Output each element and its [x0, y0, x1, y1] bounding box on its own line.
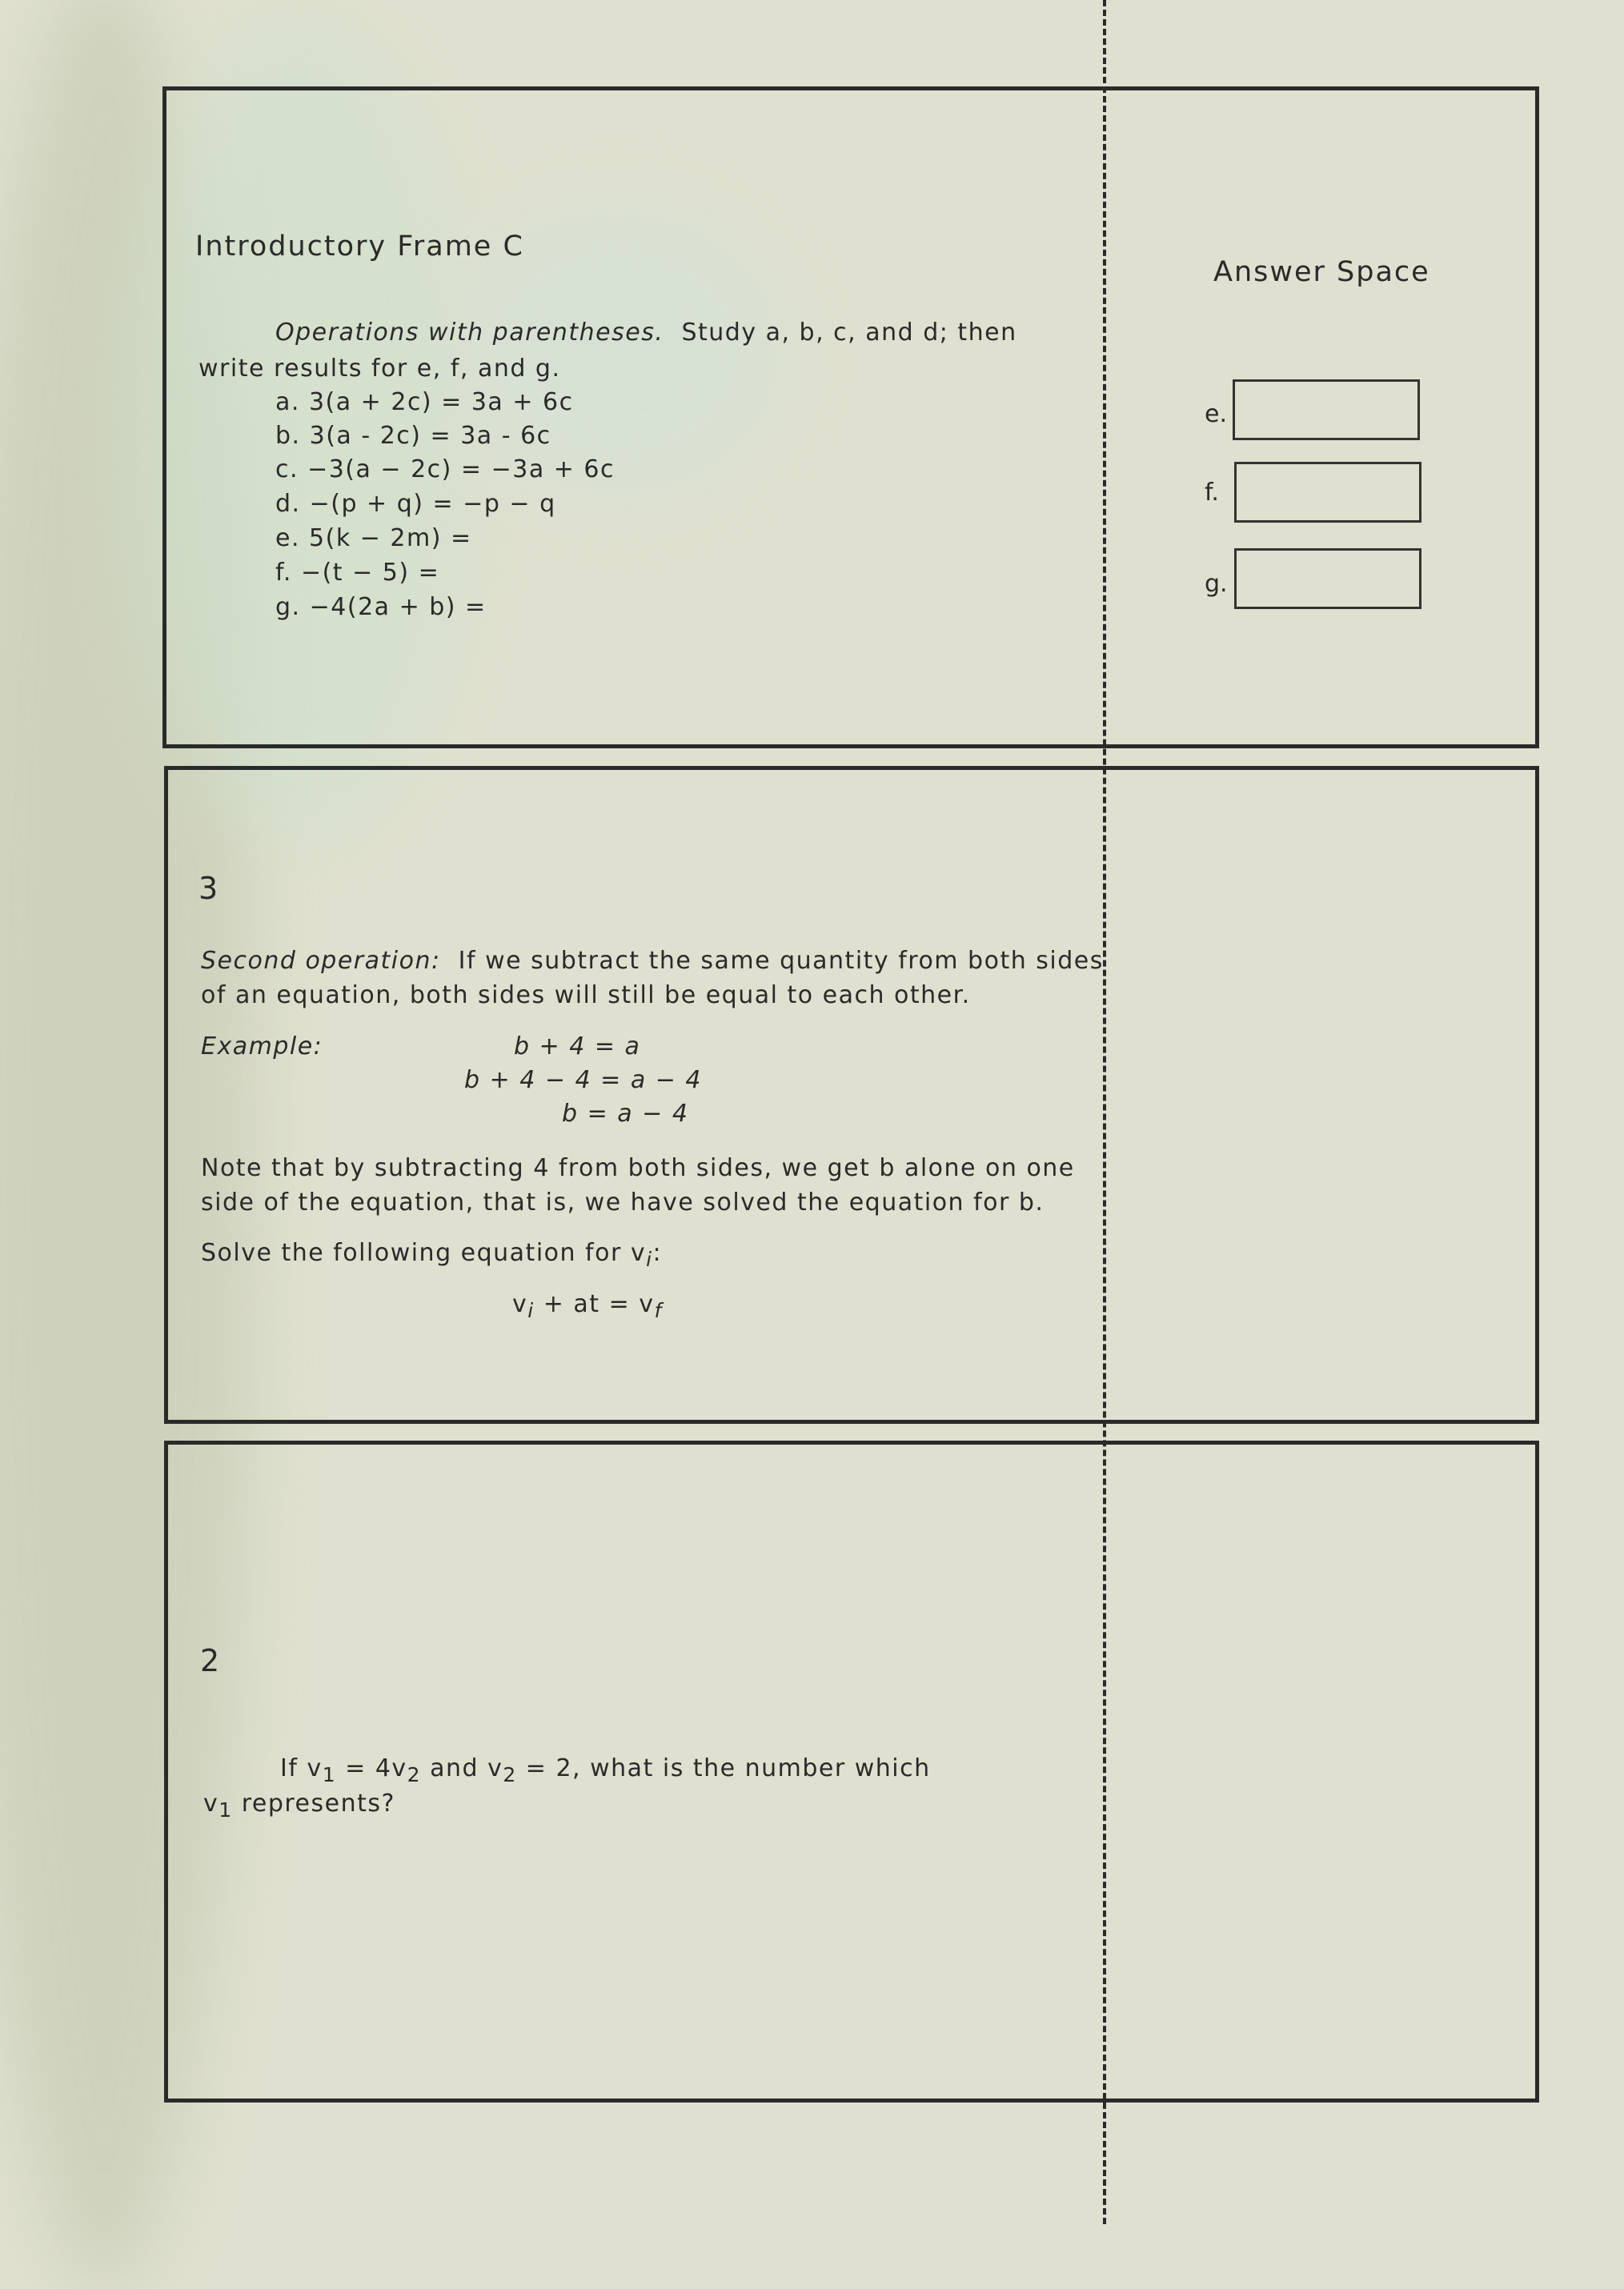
- instructions-italic: Operations with parentheses.: [275, 319, 664, 347]
- item-d: d. −(p + q) = −p − q: [275, 490, 556, 518]
- operation-line2: of an equation, both sides will still be equal to each other.: [201, 981, 971, 1009]
- instructions-line2: write results for e, f, and g.: [198, 355, 561, 383]
- frame-number: 3: [198, 871, 219, 906]
- answer-box-e[interactable]: [1233, 379, 1420, 440]
- answer-box-f[interactable]: [1234, 462, 1422, 523]
- instructions-rest: Study a, b, c, and d; then: [681, 319, 1017, 347]
- note-line2: side of the equation, that is, we have solved the equation for b.: [201, 1189, 1045, 1217]
- example-line: b + 4 = a: [514, 1032, 641, 1060]
- item-g: g. −4(2a + b) =: [275, 593, 487, 621]
- example-line: b + 4 − 4 = a − 4: [464, 1066, 703, 1094]
- item-e: e. 5(k − 2m) =: [275, 524, 472, 552]
- item-a: a. 3(a + 2c) = 3a + 6c: [275, 388, 574, 416]
- operation-label: Second operation:: [201, 947, 441, 975]
- item-b: b. 3(a - 2c) = 3a - 6c: [275, 422, 551, 450]
- question-line2: $v_1$ represents?: [203, 1790, 395, 1822]
- example-label: Example:: [201, 1032, 323, 1060]
- answer-box-g[interactable]: [1234, 548, 1422, 609]
- equation: $v_i$ + at = $v_f$: [512, 1290, 663, 1322]
- item-c: c. −3(a − 2c) = −3a + 6c: [275, 455, 615, 483]
- answer-label-e: e.: [1205, 400, 1227, 428]
- instructions-line1: [275, 319, 1017, 347]
- frame-number: 2: [200, 1643, 221, 1678]
- frame-title: Introductory Frame C: [195, 231, 524, 263]
- operation-line1: Second operation: If we subtract the same quantity from both sides: [201, 947, 1104, 975]
- question-line1: If $v_1 = 4v_2$ and $v_2 = 2$, what is the number which: [280, 1754, 931, 1786]
- item-f: f. −(t − 5) =: [275, 559, 440, 587]
- example-line: b = a − 4: [562, 1100, 689, 1128]
- answer-label-g: g.: [1205, 570, 1228, 598]
- frame-3: [164, 766, 1539, 1424]
- solve-prompt: Solve the following equation for $v_i$:: [201, 1239, 663, 1271]
- note-line1: Note that by subtracting 4 from both sides, we get b alone on one: [201, 1154, 1075, 1182]
- answer-space-title: Answer Space: [1213, 256, 1430, 288]
- answer-label-f: f.: [1205, 479, 1219, 507]
